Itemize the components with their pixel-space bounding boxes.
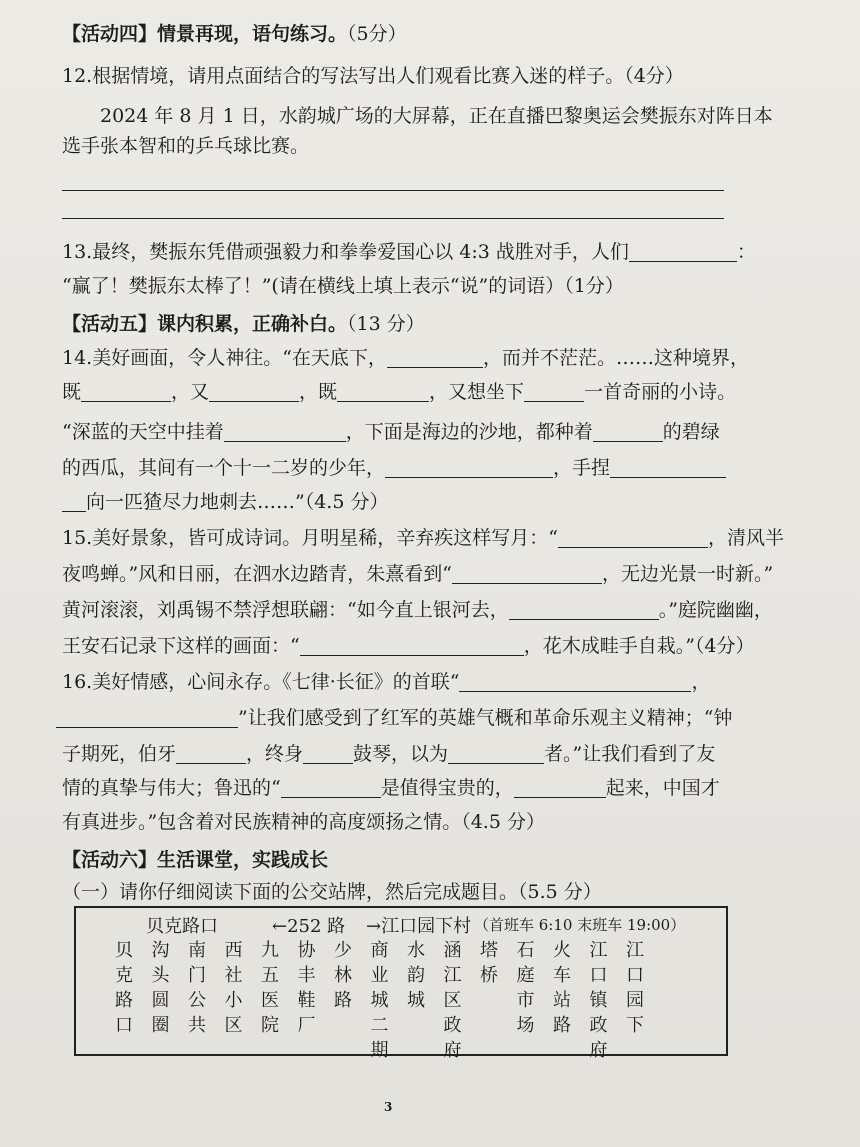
q14-l2c: ，既 [299,381,338,403]
q14-blank-1[interactable] [387,349,483,368]
activity4-score: （5分） [347,23,407,45]
q16-blank-3[interactable] [176,745,246,764]
q14-l4b: ，手捏 [553,457,611,479]
q14-blank-4[interactable] [337,383,429,402]
bus-stop-name: 涵 江 区 政 府 [443,940,462,1061]
q15-line1 [62,524,784,552]
q15-line3 [62,596,773,624]
bus-stop-name: 南 门 公 共 [188,940,206,1036]
q15-blank-3[interactable] [509,601,659,620]
q16-blank-2[interactable] [56,709,238,728]
q14-blank-7[interactable] [593,423,663,442]
q16-l3b: ，终身 [246,743,304,765]
q14-l2b: ，又 [171,381,210,403]
q14-line3 [62,418,720,446]
q15-blank-1[interactable] [558,529,708,548]
bus-stop-name: 水 韵 城 [407,940,425,1011]
q16-l3d: 者。”让我们看到了友 [544,743,716,765]
bus-stop-name: 九 五 医 院 [261,940,279,1036]
part1-instruction: （一）请你仔细阅读下面的公交站牌，然后完成题目。（5.5 分） [62,881,602,903]
bus-stop-name: 沟 头 圆 圈 [151,940,170,1036]
q13-line1 [62,238,756,266]
q12-passage-line1: 2024 年 8 月 1 日，水韵城广场的大屏幕，正在直播巴黎奥运会樊振东对阵日本 [100,105,773,127]
q13-line1-end: ： [736,241,756,263]
q14-l2d: ，又想坐下 [429,381,525,403]
bus-sign-direction: →江口园下村 [366,916,472,937]
q16-l3a: 子期死，伯牙 [62,743,177,765]
q16-l4a: 情的真挚与伟大；鲁迅的“ [62,777,281,799]
q14-l2a: 既 [62,381,82,403]
bus-stop-name: 协 丰 鞋 厂 [297,940,316,1036]
q14-l2e: 一首奇丽的小诗。 [584,381,737,403]
bus-stop-name: 西 社 小 区 [224,940,243,1036]
q16-line2 [56,704,732,732]
q13-blank[interactable] [629,243,737,262]
q16-line1 [62,668,711,696]
page-number: 3 [384,1100,393,1114]
q14-blank-8[interactable] [385,459,553,478]
activity4-heading [62,20,407,48]
q12-answer-line-2[interactable] [62,218,724,219]
activity5-title: 【活动五】课内积累，正确补白。 [62,313,348,335]
q14-line4 [62,454,726,482]
activity5-heading [62,310,425,338]
q14-l1b: ，而并不茫茫。……这种境界， [482,347,749,369]
q14-l5: 向一匹猹尽力地刺去……”（4.5 分） [86,491,389,513]
q16-blank-7[interactable] [514,779,606,798]
bus-stop-name: 江 口 园 下 [626,940,644,1036]
q12-passage-line2: 选手张本智和的乒乓球比赛。 [62,135,310,157]
q13-line2: “赢了！樊振东太棒了！”(请在横线上填上表示“说”的词语）（1分） [62,275,624,297]
bus-stop-name: 火 车 站 路 [553,940,571,1036]
bus-sign-route: ←252 路 [272,916,346,937]
q14-blank-2[interactable] [81,383,171,402]
q14-l3a: “深蓝的天空中挂着 [62,421,224,443]
q16-blank-4[interactable] [303,745,353,764]
bus-stop-sign [74,906,728,1061]
bus-stop-name: 商 业 城 二 期 [370,940,389,1061]
bus-stop-name: 江 口 镇 政 府 [589,940,608,1061]
q14-l3c: 的碧绿 [662,421,720,443]
bus-stop-name: 贝 克 路 口 [115,940,133,1036]
q15-l4b: ，花木成畦手自栽。”（4分） [523,635,755,657]
bus-stop-name: 少 林 路 [334,940,352,1011]
bus-sign-schedule: （首班车 6:10 末班车 19:00） [474,916,686,934]
q16-line5: 有真进步。”包含着对民族精神的高度颂扬之情。（4.5 分） [62,811,545,833]
q12-prompt: 12.根据情境，请用点面结合的写法写出人们观看比赛入迷的样子。（4分） [62,65,684,87]
q15-line4 [62,632,755,660]
q16-line3 [62,740,715,768]
bus-stop-name: 塔 桥 [480,940,498,986]
q15-l2a: 夜鸣蝉。”风和日丽，在泗水边踏青，朱熹看到“ [62,563,452,585]
q16-blank-6[interactable] [281,779,381,798]
q14-l3b: ，下面是海边的沙地，都种着 [345,421,593,443]
activity5-score: （13 分） [347,313,425,335]
activity6-heading: 【活动六】生活课堂，实践成长 [62,849,329,871]
q14-line2 [62,378,736,406]
q16-l3c: 鼓琴，以为 [353,743,449,765]
q15-line2 [62,560,773,588]
q16-line4 [62,774,720,802]
q15-l1b: ，清风半 [707,527,784,549]
q16-l4c: 起来，中国才 [605,777,720,799]
q15-l2b: ，无边光景一时新。” [601,563,774,585]
bus-sign-current-stop: 贝克路口 [146,916,218,937]
q15-blank-4[interactable] [300,637,524,656]
q14-l4a: 的西瓜，其间有一个十一二岁的少年， [62,457,386,479]
q14-blank-5[interactable] [524,383,584,402]
q16-l4b: 是值得宝贵的， [380,777,514,799]
activity4-title: 【活动四】情景再现，语句练习。 [62,23,348,45]
q15-l3b: 。”庭院幽幽， [658,599,773,621]
q14-blank-9[interactable] [610,459,726,478]
q14-blank-10[interactable] [62,493,86,512]
q15-blank-2[interactable] [452,565,602,584]
q14-l1a: 14.美好画面，令人神往。“在天底下， [62,347,387,369]
q15-l1a: 15.美好景象，皆可成诗词。月明星稀，辛弃疾这样写月：“ [62,527,558,549]
q16-l1b: ， [691,671,711,693]
q16-l2: ”让我们感受到了红军的英雄气概和革命乐观主义精神；“钟 [238,707,733,729]
q16-blank-5[interactable] [448,745,544,764]
q16-l1a: 16.美好情感，心间永存。《七律·长征》的首联“ [62,671,460,693]
q16-blank-1[interactable] [459,673,691,692]
q13-line1-text: 13.最终，樊振东凭借顽强毅力和拳拳爱国心以 4:3 战胜对手，人们 [62,241,629,263]
q12-answer-line-1[interactable] [62,190,724,191]
q15-l3a: 黄河滚滚，刘禹锡不禁浮想联翩：“如今直上银河去， [62,599,509,621]
q15-l4a: 王安石记录下这样的画面：“ [62,635,300,657]
q14-line5 [62,488,388,516]
q14-blank-6[interactable] [224,423,346,442]
bus-stop-name: 石 庭 市 场 [516,940,535,1036]
q14-line1 [62,344,749,372]
q14-blank-3[interactable] [209,383,299,402]
